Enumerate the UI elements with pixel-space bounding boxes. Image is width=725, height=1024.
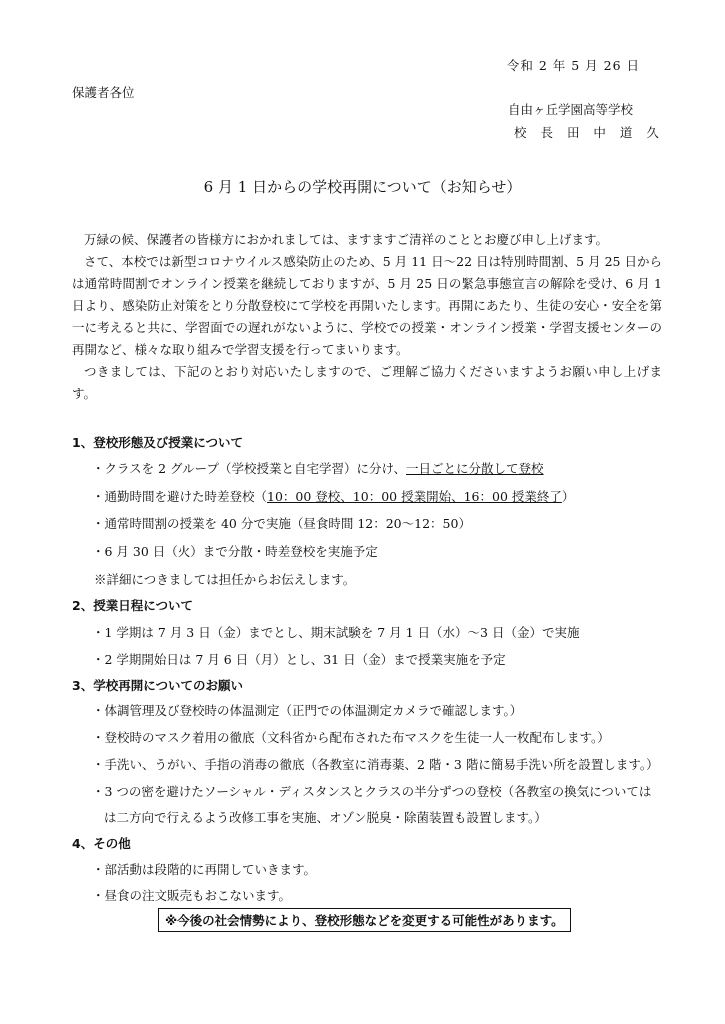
section-3-item-3: ・手洗い、うがい、手指の消毒の徹底（各教室に消毒薬、2 階・3 階に簡易手洗い所を設置します。） [92, 757, 659, 772]
section-1-item-2 [92, 487, 574, 505]
section-1-item-1 [92, 459, 544, 477]
section-1-item-4: ・6 月 30 日（火）まで分散・時差登校を実施予定 [92, 544, 378, 559]
intro-paragraph-1: 万緑の候、保護者の皆様方におかれましては、ますますご清祥のこととお慶び申し上げます。 [84, 232, 609, 247]
intro-paragraph-3: つきましては、下記のとおり対応いたしますので、ご理解ご協力くださいますようお願い申し上げます。 [72, 364, 662, 401]
section-3-item-4-line-2: は二方向で行えるよう改修工事を実施、オゾン脱臭・除菌装置も設置します。） [104, 810, 547, 825]
section-4-item-2: ・昼食の注文販売もおこないます。 [92, 888, 292, 903]
section-1-item-2-text: ・通勤時間を避けた時差登校（ [92, 489, 268, 504]
section-1-item-1-text: ・クラスを 2 グループ（学校授業と自宅学習）に分け、 [92, 461, 407, 476]
section-3-item-1: ・体調管理及び登校時の体温測定（正門での体温測定カメラで確認します。） [92, 703, 523, 718]
section-3-heading: 3、学校再開についてのお願い [72, 678, 243, 693]
school-name: 自由ヶ丘学園高等学校 [508, 102, 634, 117]
section-1-item-2-underlined: 10：00 登校、10：00 授業開始、16：00 授業終了 [267, 489, 562, 504]
section-3-item-4-line-1: ・3 つの密を避けたソーシャル・ディスタンスとクラスの半分ずつの登校（各教室の換気については [92, 784, 652, 799]
intro-paragraph-2: さて、本校では新型コロナウイルス感染防止のため、5 月 11 日～22 日は特別時間割、5 月 25 日からは通常時間割でオンライン授業を継続しておりますが、5 月 25 日の緊急事態宣言の解除を受け、6 月 1 日より、感染防止対策をとり分散登校にて学校を再開いたします。再開にあたり、生徒の安心・安全を第一に考えると共に、学習面での遅れがないように、学校での授業・オンライン授業・学習支援センターの再開など、様々な取り組みで学習支援を行ってまいります。 [72, 254, 662, 357]
recipient: 保護者各位 [72, 85, 135, 100]
section-1-note: ※詳細につきましては担任からお伝えします。 [94, 572, 356, 587]
intro-text [72, 229, 662, 405]
notice-box: ※今後の社会情勢により、登校形態などを変更する可能性があります。 [158, 908, 571, 932]
document-title: 6 月 1 日からの学校再開について（お知らせ） [203, 178, 522, 196]
section-4-item-1: ・部活動は段階的に再開していきます。 [92, 862, 317, 877]
section-4-heading: 4、その他 [72, 836, 131, 851]
section-1-item-3: ・通常時間割の授業を 40 分で実施（昼食時間 12：20～12：50） [92, 516, 471, 531]
section-3-item-2: ・登校時のマスク着用の徹底（文科省から配布された布マスクを生徒一人一枚配布します。） [92, 730, 610, 745]
section-1-item-2-close: ） [561, 489, 575, 504]
section-1-item-1-underlined: 一日ごとに分散して登校 [406, 461, 544, 476]
section-2-item-1: ・1 学期は 7 月 3 日（金）までとし、期末試験を 7 月 1 日（水）～3 日（金）で実施 [92, 625, 580, 640]
principal-name: 校 長 田 中 道 久 [514, 125, 664, 140]
section-1-heading: 1、登校形態及び授業について [72, 435, 243, 450]
section-2-heading: 2、授業日程について [72, 598, 193, 613]
section-2-item-2: ・2 学期開始日は 7 月 6 日（月）とし、31 日（金）まで授業実施を予定 [92, 652, 506, 667]
issue-date: 令和 2 年 5 月 26 日 [506, 58, 640, 73]
